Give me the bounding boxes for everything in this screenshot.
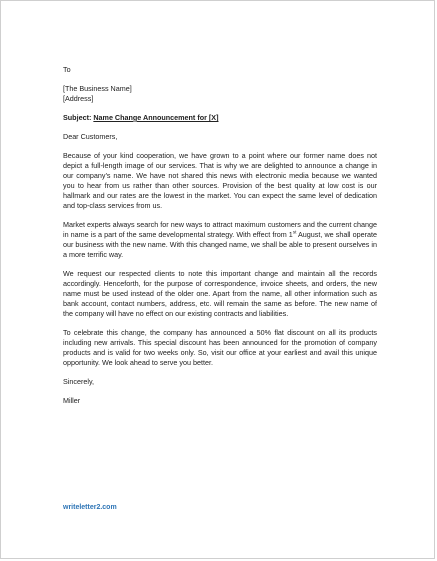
paragraph-2 (63, 220, 377, 260)
recipient-name: [The Business Name] (63, 84, 132, 93)
paragraph-3: We request our respected clients to note this important change and maintain all the records accordingly. Henceforth, for the purpose of correspondence, invoice sheets, and orders, the new name must be used instead of the older one. Apart from the name, all other information such as bank account, contact numbers, address, etc. will remain the same as before. The new name of the company will have no effect on our existing contracts and liabilities. (63, 269, 377, 318)
subject-text: Name Change Announcement for [X] (93, 113, 219, 122)
recipient-block (63, 84, 377, 104)
signature: Miller (63, 396, 81, 405)
website-link[interactable]: writeletter2.com (63, 504, 117, 511)
paragraph-4: To celebrate this change, the company has announced a 50% flat discount on all its products including new arrivals. This special discount has been announced for the promotion of company products and is valid for two weeks only. So, visit our office at your earliest and avail this unique opportunity. We look ahead to serve you better. (63, 328, 377, 367)
subject-line (63, 113, 377, 123)
letter-body (63, 65, 377, 415)
ordinal-suffix: st (292, 229, 297, 235)
recipient-address: [Address] (63, 94, 94, 103)
paragraph-2-start: Market experts always search for new ways to attract maximum customers and the current change in name is a part of the same developmental strategy. With effect from 1 (63, 220, 377, 239)
salutation: Dear Customers, (63, 132, 118, 141)
paragraph-1: Because of your kind cooperation, we have grown to a point where our former name does not depict a full-length image of our services. That is why we are delighted to announce a change in our company’s name. We have not shared this news with electronic media because we wanted you to hear from us rather than other sources. Provision of the best quality at low cost is our hallmark and our rates are the lowest in the market. You can expect the same level of dedication and top-class services from us. (63, 151, 377, 210)
to-label: To (63, 65, 71, 74)
subject-label: Subject: (63, 113, 92, 122)
closing: Sincerely, (63, 377, 95, 386)
to-line (63, 65, 377, 75)
paragraph-2-end: August, we shall operate our business with the new name. With this changed name, we shall be able to present ourselves in a more terrific way. (63, 230, 377, 259)
